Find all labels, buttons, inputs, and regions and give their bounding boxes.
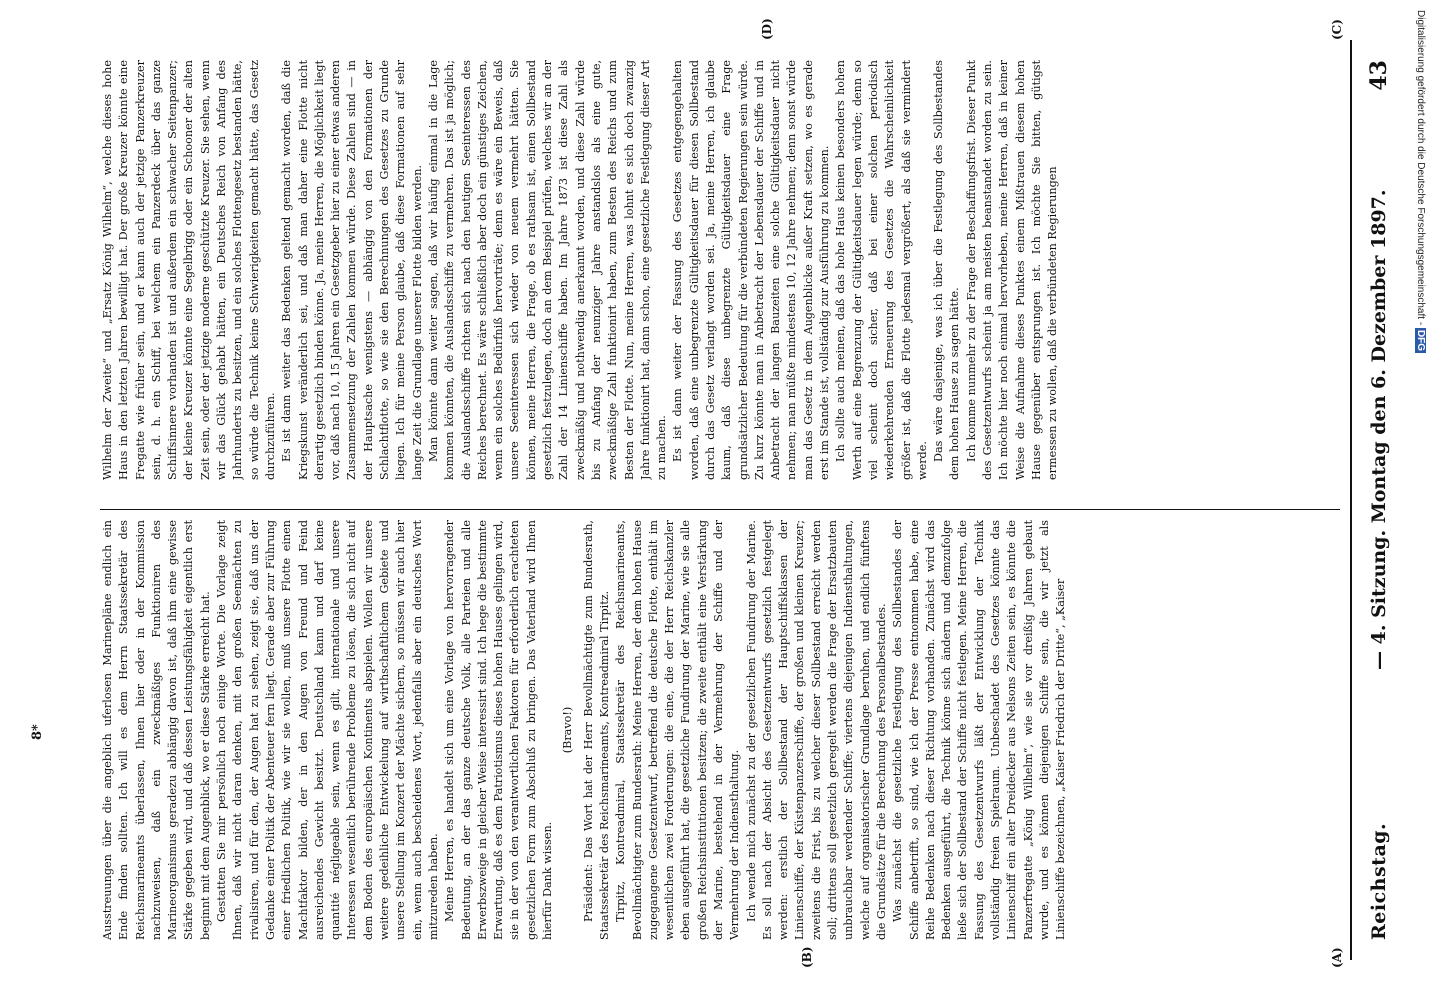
header-session-date: — 4. Sitzung. Montag den 6. Dezember 1897. xyxy=(1368,189,1390,670)
paragraph: Das wäre dasjenige, was ich über die Festlegung des Sollbestandes dem hohen Hause zu sagen hätte. xyxy=(932,60,962,480)
dfg-logo: DFG xyxy=(1415,329,1426,352)
paragraph: Was zunächst die gesetzliche Festlegung des Sollbestandes der Schiffe anbetrifft, so sind, wie ich der Presse entnommen habe, eine Reihe Bedenken nach dieser Richtung vorhanden. Zunächst wird das Bedenken ausgeführt, die Technik könne sich ändern und demzufolge ließe sich der Sollbestand der Schiffe nicht festlegen. Meine Herren, die Fassung des Gesetzentwurfs läßt der Entwicklung der Technik vollständig freien Spielraum. Unbeschadet des Gesetzes könnte das Linienschiff ein alter Dreidecker aus Nelsons Zeiten sein, es könnte die Panzerfregatte „König Wilhelm“, wie sie vor dreißig Jahren gebaut wurde, und es können diejenigen Schiffe sein, die wir jetzt als Linienschiffe bezeichnen, „Kaiser Friedrich der Dritte“, „Kaiser xyxy=(891,520,1068,940)
paragraph: Es ist dann weiter das Bedenken geltend gemacht worden, daß die Kriegskunst veränderlich sei, und daß man daher eine Flotte nicht derartig gesetzlich binden könne. Ja, meine Herren, die Möglichkeit liegt vor, daß nach 10, 15 Jahren ein Gesetzgeber hier zu einer etwas anderen Zusammensetzung der Zahlen kommen würde. Diese Zahlen sind — in der Hauptsache wenigstens — abhängig von den Formationen der Schlachtflotte, so wie sie den Berechnungen des Gesetzes zu Grunde liegen. Ich für meine Person glaube, daß diese Formationen auf sehr lange Zeit die Grundlage unserer Flotte bilden werden. xyxy=(280,60,424,480)
right-column xyxy=(100,60,1340,480)
paragraph: Tirpitz, Kontreadmiral, Staatssekretär des Reichsmarineamts, Bevollmächtigter zum Bundesrath: Meine Herren, der dem hohen Hause zugegangene Gesetzentwurf, betreffend die deutsche Flotte, enthält im wesentlichen zwei Forderungen: die eine, die der Herr Reichskanzler eben ausgeführt hat, die gesetzliche Fundirung der Marine, wie sie alle großen Reichsinstitutionen besitzen; die zweite enthält eine Verstärkung der Marine, bestehend in der Vermehrung der Schiffe und der Vermehrung der Indiensthaltung. xyxy=(614,520,742,940)
header-rule xyxy=(1350,40,1352,960)
page-header xyxy=(1360,60,1404,940)
page-number: 43 xyxy=(1366,60,1392,91)
paragraph: Präsident: Das Wort hat der Herr Bevollmächtigte zum Bundesrath, Staatssekretär des Reichsmarineamts, Kontreadmiral Tirpitz. xyxy=(581,520,611,940)
digitization-text: Digitalisierung gefördert durch die Deutsche Forschungsgemeinschaft - xyxy=(1415,10,1426,326)
paragraph: Gestatten Sie mir persönlich noch einige Worte. Die Vorlage zeigt Ihnen, daß wir nicht daran denken, mit den großen Seemächten zu rivalisiren, und für den, der Augen hat zu sehen, zeigt sie, daß uns der Gedanke einer Politik der Abenteuer fern liegt. Gerade aber zur Führung einer friedlichen Politik, wie wir sie wollen, muß unsere Flotte einen Machtfaktor bilden, der in den Augen von Freund und Feind ausreichendes Gewicht besitzt. Deutschland kann und darf keine quantité négligeable sein, wenn es gilt, internationale und unsere Interessen wesentlich berührende Probleme zu lösen, die sich nicht auf dem Boden des europäischen Kontinents abspielen. Wollen wir unsere weitere gedeihliche Entwickelung auf wirthschaftlichem Gebiete und unsere Stellung im Konzert der Mächte sichern, so müssen wir auch hier ein, wenn auch bescheidenes Wort, jedenfalls aber ein deutsches Wort mitzureden haben. xyxy=(215,520,440,940)
signature-mark: 8* xyxy=(30,724,45,740)
paragraph: Wilhelm der Zweite“ und „Ersatz König Wilhelm“, welche dieses hohe Haus in den letzten Jahren bewilligt hat. Der große Kreuzer könnte eine Fregatte wie früher sein, und er kann auch der jetzige Panzerkreuzer sein, d. h. ein Schiff, bei welchem ein Panzerdeck über das ganze Schiffsinnere vorhanden ist und außerdem ein schwacher Seitenpanzer; der kleine Kreuzer könnte eine Segelbrigg oder ein Schooner der alten Zeit sein, oder der jetzige moderne geschützte Kreuzer. Sie sehen, wenn wir das Glück gehabt hätten, ein Deutsches Reich von Anfang des Jahrhunderts zu besitzen, und ein solches Flottengesetz bestanden hätte, so würde die Technik keine Schwierigkeiten gemacht hätte, das Gesetz durchzuführen. xyxy=(101,60,277,480)
interjection: (Bravo!) xyxy=(561,706,575,754)
paragraph: Meine Herren, es handelt sich um eine Vorlage von hervorragender Bedeutung, an der das ganze deutsche Volk, alle Parteien und alle Erwerbszweige in gleicher Weise interessirt sind. Ich hege die bestimmte Erwartung, daß es dem Patriotismus dieses hohen Hauses gelingen wird, sie in der von den verantwortlichen Faktoren für erforderlich erachteten gesetzlichen Form zum Abschluß zu bringen. Das Vaterland wird Ihnen hierfür Dank wissen. xyxy=(443,520,555,940)
paragraph: Ich wende mich zunächst zu der gesetzlichen Fundirung der Marine. Es soll nach der Absicht des Gesetzentwurfs gesetzlich festgelegt werden: erstlich der Sollbestand der Hauptschiffsklassen der Linienschiffe, der Küstenpanzerschiffe, der großen und kleinen Kreuzer; zweitens die Frist, bis zu welcher dieser Sollbestand erreicht werden soll; drittens soll gesetzlich geregelt werden die Frage der Ersatzbauten unbrauchbar werdender Schiffe; viertens diejenigen Indiensthaltungen, welche auf organisatorischer Grundlage beruhen, und endlich fünftens die Grundsätze für die Berechnung des Personalbestandes. xyxy=(744,520,888,940)
header-title: Reichstag. xyxy=(1368,822,1390,940)
paragraph: Man könnte dann weiter sagen, daß wir häufig einmal in die Lage kommen könnten, die Auslandsschiffe zu vermehren. Das ist ja möglich; die Auslandsschiffe richten sich nach den heutigen Seeinteressen des Reiches berechnet. Es wäre schließlich aber doch ein günstiges Zeichen, wenn ein solches Bedürfniß hervorträte; denn es wäre ein Beweis, daß unsere Seeinteressen sich wieder von neuem vermehrt hätten. Sie können, meine Herren, die Frage, ob es rathsam ist, einen Sollbestand gesetzlich festzulegen, doch an dem Beispiel prüfen, welches wir an der Zahl der 14 Linienschiffe haben. Im Jahre 1873 ist diese Zahl als zweckmäßig und nothwendig anerkannt worden, und diese Zahl würde bis zu Anfang der neunziger Jahre anstandslos als eine gute, zweckmäßige Zahl funktionirt haben, zum Besten des Reichs und zum Besten der Flotte. Nun, meine Herren, was lohnt es sich doch zwanzig Jahre funktionirt hat, dann schon, eine gesetzliche Festlegung dieser Art zu machen. xyxy=(426,60,669,480)
paragraph: Ich komme nunmehr zu der Frage der Beschaffungsfrist. Dieser Punkt des Gesetzentwurfs scheint ja am meisten beanstandet worden zu sein. Ich möchte hier noch einmal hervorheben, meine Herren, daß in keiner Weise die Aufnahme dieses Punktes einem Mißtrauen diesem hohen Hause gegenüber entsprungen ist. Ich möchte Sie bitten, gütigst ermessen zu wollen, daß die verbündeten Regierungen xyxy=(964,60,1060,480)
paragraph: Ich sollte auch meinen, daß das hohe Haus keinen besonders hohen Werth auf eine Begrenzung der Gültigkeitsdauer legen würde; denn so viel scheint doch sicher, daß bei einer solchen periodisch wiederkehrenden Erneuerung des Gesetzes die Wahrscheinlichkeit größer ist, daß die Flotte jedesmal vergrößert, als daß sie vermindert werde. xyxy=(834,60,929,480)
margin-marker-b: (B) xyxy=(800,946,814,968)
margin-marker-c: (C) xyxy=(1330,19,1344,40)
column-divider xyxy=(100,509,1340,510)
margin-marker-a: (A) xyxy=(1330,947,1344,968)
paragraph: Es ist dann weiter der Fassung des Gesetzes entgegengehalten worden, daß eine unbegrenzte Gültigkeitsdauer für diesen Sollbestand durch das Gesetz verlangt worden sei. Ja, meine Herren, ich glaube kaum, daß diese unbegrenzte Gültigkeitsdauer eine Frage grundsätzlicher Bedeutung für die verbündeten Regierungen sein würde. Zu kurz könnte man in Anbetracht der Lebensdauer der Schiffe und in Anbetracht der langen Bauzeiten eine solche Gültigkeitsdauer nicht nehmen; man müßte mindestens 10, 12 Jahre nehmen; denn sonst würde man das Gesetz in dem Augenblicke außer Kraft setzen, wo es gerade erst im Stande ist, vollständig zur Ausführung zu kommen. xyxy=(671,60,832,480)
paragraph: Ausstreuungen über die angeblich uferlosen Marinepläne endlich ein Ende finden sollten. Ich will es dem Herrn Staatssekretär des Reichsmarineamts überlassen, Ihnen hier oder in der Kommission nachzuweisen, daß ein zweckmäßiges Funktioniren des Marineorganismus geradezu abhängig davon ist, daß ihm eine gewisse Stärke gegeben wird, und daß dessen Leistungsfähigkeit eigentlich erst beginnt mit dem Augenblick, wo er diese Stärke erreicht hat. xyxy=(101,520,212,940)
margin-marker-d: (D) xyxy=(760,18,774,40)
digitization-note xyxy=(1412,10,1426,610)
left-column xyxy=(100,520,1340,940)
